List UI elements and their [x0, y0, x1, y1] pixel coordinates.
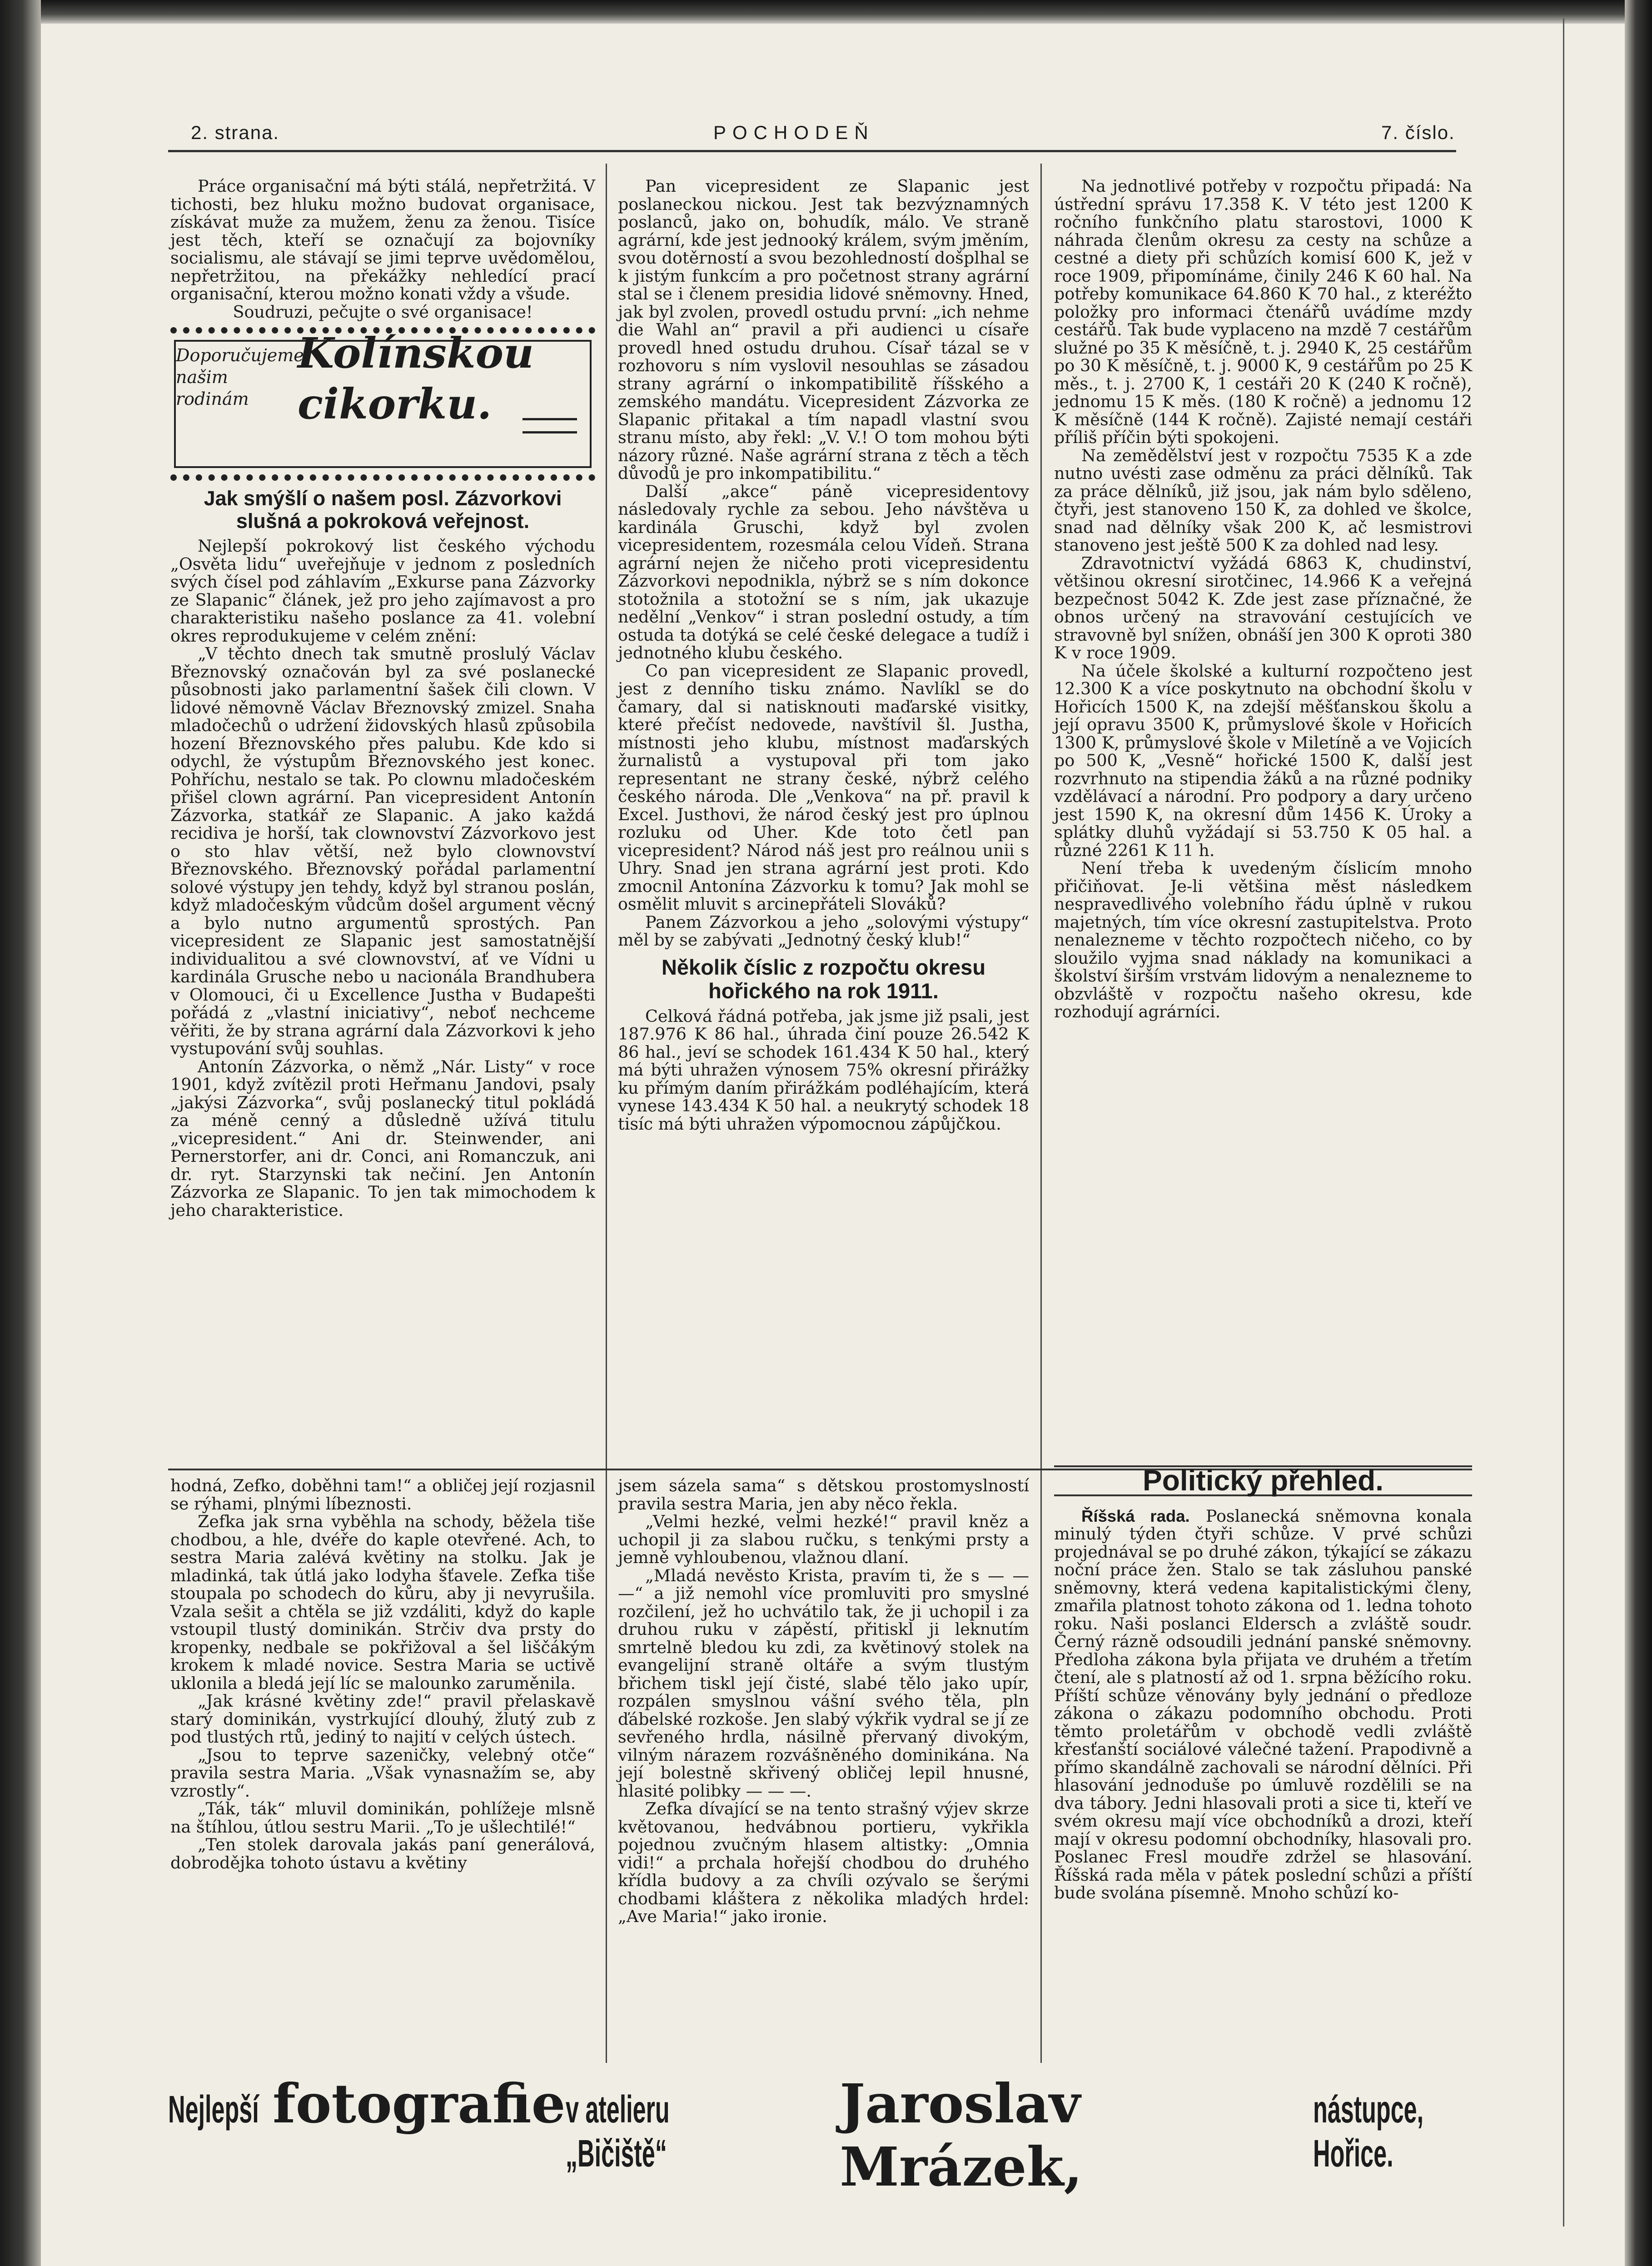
ad-word: Nejlepší: [168, 2088, 259, 2131]
ad-word: v atelieru „Bičiště“: [565, 2088, 670, 2175]
story-column-2: [618, 1477, 1029, 1926]
story-column-1: [170, 1477, 595, 1872]
paragraph: jsem sázela sama“ s dětskou prostomyslností pravila sestra Maria, jen aby něco řekla.: [618, 1476, 1029, 1514]
newspaper-title: POCHODEŇ: [713, 122, 875, 143]
article-heading: Jak smýšlí o našem posl. Zázvorkovi slušná a pokroková veřejnost.: [204, 487, 562, 533]
ad-small-text: Doporučujeme našim rodinám: [176, 345, 304, 409]
paragraph: Panem Zázvorkou a jeho „solovými výstupy“ měl by se zabývati „Jednotný český klub!“: [618, 912, 1029, 950]
scan-edge-left: [0, 0, 41, 2266]
section-heading: Politický přehled.: [1054, 1465, 1472, 1496]
paragraph: Pan vicepresident ze Slapanic jest poslaneckou nickou. Jest tak bezvýznamných poslanců, jako on, bohudík, málo. Ve straně agrární, kde jest jednooký králem, svým jměním, svou dotěrností a svou bezohledností došplhal se k jistým funkcím a pro početnost strany agrární stal se i členem presidia lidové sněmovny. Hned, jak byl zvolen, provedl ostudu první: „ich nehme die Wahl an“ pravil a při audienci u císaře provedl hned ostudu druhou. Císař tázal se v rozhovoru s ním vyslovil nesouhlas se zásadou strany agrární o inkompatibilitě říšského a zemského mandátu. Vicepresident Zázvorka ze Slapanic přitakal a tím napadl vlastní svou stranu místo, aby řekl: „V. V.! O tom mohou býti názory různé. Naše agrární strana z těch a těch důvodů je pro inkompatibilitu.“: [618, 176, 1029, 483]
paragraph: „Mladá nevěsto Krista, pravím ti, že s — — —“ a již nemohl více promluviti pro smyslné rozčilení, jež ho uchvátilo tak, že ji uchopil i za druhou ruku v zápěstí, přitiskl ji leknutím smrtelně bledou ku zdi, za květinový stolek na evangelijní straně oltáře a svým tlustým břichem tiskl její čisté, slabé tělo jako upír, rozpálen smyslnou vášní svého těla, pln ďábelské rozkoše. Jen slabý výkřik vydral se jí ze sevřeného hrdla, násilně přervaný divokým, vilným nárazem rozvášněného dominikána. Na její bolestně skřivený obličej lepil hnusné, hlasité polibky — — —.: [618, 1565, 1029, 1801]
ad-word: nástupce, Hořice.: [1313, 2088, 1424, 2175]
paragraph: „Jak krásné květiny zde!“ pravil přelaskavě starý dominikán, vystrkující dlouhý, žlutý zub z pod tlustých rtů, jediný to najití v celých ústech.: [170, 1691, 595, 1747]
paragraph: „Velmi hezké, velmi hezké!“ pravil kněz a uchopil ji za slabou ručku, s tenkými prsty a jemně vyhloubenou, vlažnou dlaní.: [618, 1512, 1029, 1567]
paragraph: hodná, Zefko, doběhni tam!“ a obličej její rozjasnil se rýhami, plnými líbeznosti.: [170, 1476, 595, 1514]
column-rule: [1040, 164, 1042, 2063]
paragraph: Nejlepší pokrokový list českého východu „Osvěta lidu“ uveřejňuje v jednom z posledních svých čísel pod záhlavím „Exkurse pana Zázvorky ze Slapanic“ článek, jež pro jeho zajímavost a pro charakteristiku našeho poslance za 41. volební okres reprodukujeme v celém znění:: [170, 536, 595, 646]
photo-studio-advertisement: [168, 2072, 1486, 2198]
ad-word: Jaroslav Mrázek,: [840, 2072, 1083, 2198]
paragraph-text: Poslanecká sněmovna konala minulý týden čtyři schůze. V prvé schůzi projednával se po druhé zákon, týkající se zákazu noční práce žen. Stalo se tak zásluhou panské sněmovny, která vedena kapitalistickými členy, zmařila platnost tohoto zákona od 1. ledna tohoto roku. Naši poslanci Eldersch a zvláště soudr. Černý rázně odsoudili jednání panské sněmovny. Předloha zákona byla přijata ve druhém a třetím čtení, ale s platností až od 1. srpna běžícího roku. Příští schůze věnovány byly jednání o předloze zákona o zákazu podomního obchodu. Proti těmto proletářům v obchodě vedli zvláště křesťanští sociálové válečné tažení. Prapodivně a přímo skandálně zachovali se národní dělníci. Při hlasování jednoduše po úmluvě rozdělili se na dva tábory. Jedni hlasovali proti a sice ti, kteří ve svém okresu mají více obchodníků a drozi, kteří mají v okresu podomní obchodníky, hlasovali pro. Poslanec Fresl moudře zdržel se hlasování. Říšská rada měla v pátek poslední schůzi a příští bude svolána písemně. Mnoho schůzí ko-: [1054, 1506, 1472, 1902]
issue-number: 7. číslo.: [1381, 122, 1455, 143]
paragraph: Antonín Zázvorka, o němž „Nár. Listy“ v roce 1901, když zvítězil proti Heřmanu Jandovi, psaly „jakýsi Zázvorka“, svůj poslanecký titul pokládá za méně cenný a důsledně užívá titulu „vicepresident.“ Ani dr. Steinwender, ani Pernerstorfer, ani dr. Conci, ani Romanczuk, ani dr. ryt. Starzynski tak nečiní. Jen Antonín Zázvorka ze Slapanic. To jen tak mimochodem k jeho charakteristice.: [170, 1056, 595, 1220]
paragraph: Práce organisační má býti stálá, nepřetržitá. V tichosti, bez hluku možno budovat organisace, získávat muže za mužem, ženu za ženou. Tisíce jest těch, kteří se označují za bojovníky socialismu, ale stávají se jimi teprve uvědomělou, nepřetržitou, na překážky nehledící prací organisační, kterou možno konati vždy a všude.: [170, 176, 595, 304]
column-rule: [606, 164, 607, 2063]
paragraph: Není třeba k uvedeným číslicím mnoho přičiňovat. Je-li většina měst následkem nespravedlivého volebního řádu úplně v rukou majetných, tím více okresní zastupitelstva. Proto nenalezneme v těchto rozpočtech ničeho, co by sloužilo vyjma snad náklady na komunikaci a školství širším vrstvám lidovým a nenalezneme to obzvláště v rozpočtu našeho okresu, kde rozhodují agrárníci.: [1054, 858, 1472, 1021]
paragraph: Na zemědělství jest v rozpočtu 7535 K a zde nutno uvésti zase odměnu za práci dělníků. Tak za práce dělníků, již jsou, jak nám bylo sděleno, čtyři, jest stanoveno 150 K, za dohled ve školce, snad nad dělníky však 200 K, ač lesmistrovi stanoveno jest ještě 500 K za dohled nad lesy.: [1054, 445, 1472, 555]
page-number: 2. strana.: [191, 122, 280, 143]
ad-brand-line-2: cikorku.: [298, 379, 492, 428]
paragraph: Další „akce“ páně vicepresidentovy následovaly rychle za sebou. Jeho návštěva u kardinála Gruschi, když byl zvolen vicepresidentem, rozesmála celou Vídeň. Strana agrární nejen že ničeho proti vicepresidentu Zázvorkovi nepodnikla, nýbrž se s ním dokonce stotožnila a stotožní se s ním, jak ukazuje nedělní „Venkov“ i stran poslední ostudy, a tím ostuda ta dotýká se celé české delegace a tudíž i jednotného klubu českého.: [618, 481, 1029, 662]
page-fold-line: [1563, 18, 1564, 2226]
column-2-top: [618, 177, 1029, 1133]
paragraph: „V těchto dnech tak smutně proslulý Václav Březnovský označován byl za své poslanecké působnosti jako parlamentní šašek čili clown. V lidové němovně Václav Březnovský zmizel. Snaha mladočechů o udržení židovských hlasů způsobila hození Březnovského přes palubu. Kde kdo si odychl, že výstupům Březnovského jest konec. Pohříchu, nestalo se tak. Po clownu mladočeském přišel clown agrární. Pan vicepresident Antonín Zázvorka, statkář ze Slapanic. A jako každá recidiva je horší, tak clownovství Zázvorkovo jest o sto hlav větší, než bylo clownovství Březnovského. Březnovský pořádal parlamentní solové výstupy jen tehdy, když byl stranou poslán, když mladočeským vůdcům došel argument věcný a bylo nutno argumentů sprostých. Pan vicepresident ze Slapanic jest samostatnější individualitou a své clownovství, ať ve Vídni u kardinála Grusche nebo u nacionála Brandhubera v Olomouci, či u Excellence Justha v Budapešti pořádá z „vlastní iniciativy“, neboť nechceme věřiti, že by strana agrární dala Zázvorkovi k jeho vystupování svůj souhlas.: [170, 644, 595, 1058]
paragraph: Zefka dívající se na tento strašný výjev skrze květovanou, hedvábnou portieru, vykřikla pojednou zvučným hlasem altistky: „Omnia vidi!“ a prchala hořejší chodbou do druhého křídla budovy a za chvíli ozývalo se šerými chodbami kláštera z několika mladých hrdel: „Ave Maria!“ jako ironie.: [618, 1799, 1029, 1926]
ad-word: fotografie: [273, 2072, 566, 2135]
paragraph: Na účele školské a kulturní rozpočteno jest 12.300 K a více poskytnuto na obchodní školu v Hořicích 1500 K, na zdejší měšťanskou školu a její opravu 3500 K, průmyslové škole v Hořicích 1300 K, průmyslové škole v Miletíně a ve Vojicích po 500 K, „Vesně“ hořické 1500 K, další jest rozvrhnuto na stipendia žáků a na různé podniky vzdělávací a národní. Pro podpory a dary určeno jest 1590 K, na okresní dům 1456 K. Úroky a splátky dluhů vyžádají si 53.750 K 05 hal. a různé 2261 K 11 h.: [1054, 661, 1472, 860]
paragraph: „Ták, ták“ mluvil dominikán, pohlížeje mlsně na štíhlou, útlou sestru Marii. „To je ušlechtilé!“: [170, 1799, 595, 1837]
paragraph: Co pan vicepresident ze Slapanic provedl, jest z denního tisku známo. Navlíkl se do čamary, dal si natisknouti maďarské visitky, které přečíst nedovede, navštívil šl. Justha, místnosti jeho klubu, místnost maďarských žurnalistů a vystupoval při tom jako representant ne strany české, nýbrž celého českého národa. Dle „Venkova“ na př. pravil k Excel. Justhovi, že národ český jest pro úplnou rozluku od Uher. Kde toto četl pan vicepresident? Národ náš jest pro reálnou unii s Uhry. Snad jen strana agrární jest proti. Kdo zmocnil Antonína Zázvorku k tomu? Jak mohl se osmělit mluvit s arcinepřáteli Slováků?: [618, 661, 1029, 914]
header-rule: [168, 150, 1456, 152]
column-3-top: [1054, 177, 1472, 1021]
political-column: [1054, 1461, 1472, 1902]
paragraph: Celková řádná potřeba, jak jsme již psali, jest 187.976 K 86 hal., úhrada činí pouze 26.542 K 86 hal., jeví se schodek 161.434 K 50 hal., který má býti uhražen výnosem 75% okresní přirážky ku přímým daním přirážkám podléhajícím, která vynese 143.434 K 50 hal. a neukrytý schodek 18 tisíc má býti uhražen výpomocnou zápůjčkou.: [618, 1006, 1029, 1134]
paragraph: Na jednotlivé potřeby v rozpočtu připadá: Na ústřední správu 17.358 K. V této jest 1200 K ročního funkčního platu starostovi, 1000 K náhrada členům okresu za cesty na schůze a cestné a diety při schůzích komisí 600 K, jež v roce 1909, připomínáme, činily 246 K 60 hal. Na potřeby komunikace 64.860 K 70 hal., z kteréžto položky pro informaci čtenářů uvádíme mzdy cestářů. Tak bude vyplaceno na mzdě 7 cestářům služné po 35 K měsíčně, t. j. 2940 K, 25 cestářům po 30 K měsíčně, t. j. 9000 K, 9 cestářům po 25 K měs., t. j. 2700 K, 1 cestáři 20 K (240 K ročně), jednomu 15 K měs. (180 K ročně) a jednomu 12 K měsíčně (144 K ročně). Zajisté nemají cestáři příliš příčin býti spokojeni.: [1054, 176, 1472, 447]
paragraph: „Jsou to teprve sazeničky, velebný otče“ pravila sestra Maria. „Však vynasnažím se, aby vzrostly“.: [170, 1745, 595, 1801]
scan-edge-right: [1625, 0, 1652, 2266]
paragraph: Zefka jak srna vyběhla na schody, běžela tiše chodbou, a hle, dvéře do kaple otevřené. Ach, to sestra Maria zalévá květiny na stolku. Jak je mladinká, tak útlá jako lodyha šťavele. Zefka tiše stoupala po schodech do kůru, aby ji nevyrušila. Vzala sešit a chtěla se již vzdáliti, když do kaple vstoupil tlustý dominikán. Strčiv dva prsty do kropenky, nedbale se pokřižoval a šel liščákým krokem k mladé novice. Sestra Maria se uctivě uklonila a bledá její líc se malounko zaruměnila.: [170, 1512, 595, 1693]
subsection-lead: Říšská rada.: [1081, 1506, 1190, 1525]
ad-brand-line-1: Kolínskou: [298, 329, 534, 378]
column-1-top: [170, 177, 595, 1219]
cikorka-advertisement: [170, 327, 595, 481]
paragraph: Zdravotnictví vyžádá 6863 K, chudinství, většinou okresní sirotčinec, 14.966 K a veřejná bezpečnost 5042 K. Zde jest zase příznačné, že obnos určený na stravování cestujících ve stravovně byl snížen, obnáší jen 300 K oproti 380 K v roce 1909.: [1054, 553, 1472, 662]
paragraph: „Ten stolek darovala jakás paní generálová, dobrodějka tohoto ústavu a květiny: [170, 1835, 595, 1873]
paragraph: [1054, 1507, 1472, 1902]
paragraph: Soudruzi, pečujte o své organisace!: [233, 302, 533, 322]
scan-edge-top: [0, 0, 1652, 24]
article-heading: Několik číslic z rozpočtu okresu hořického na rok 1911.: [661, 955, 986, 1003]
ad-flourish: [522, 418, 577, 433]
